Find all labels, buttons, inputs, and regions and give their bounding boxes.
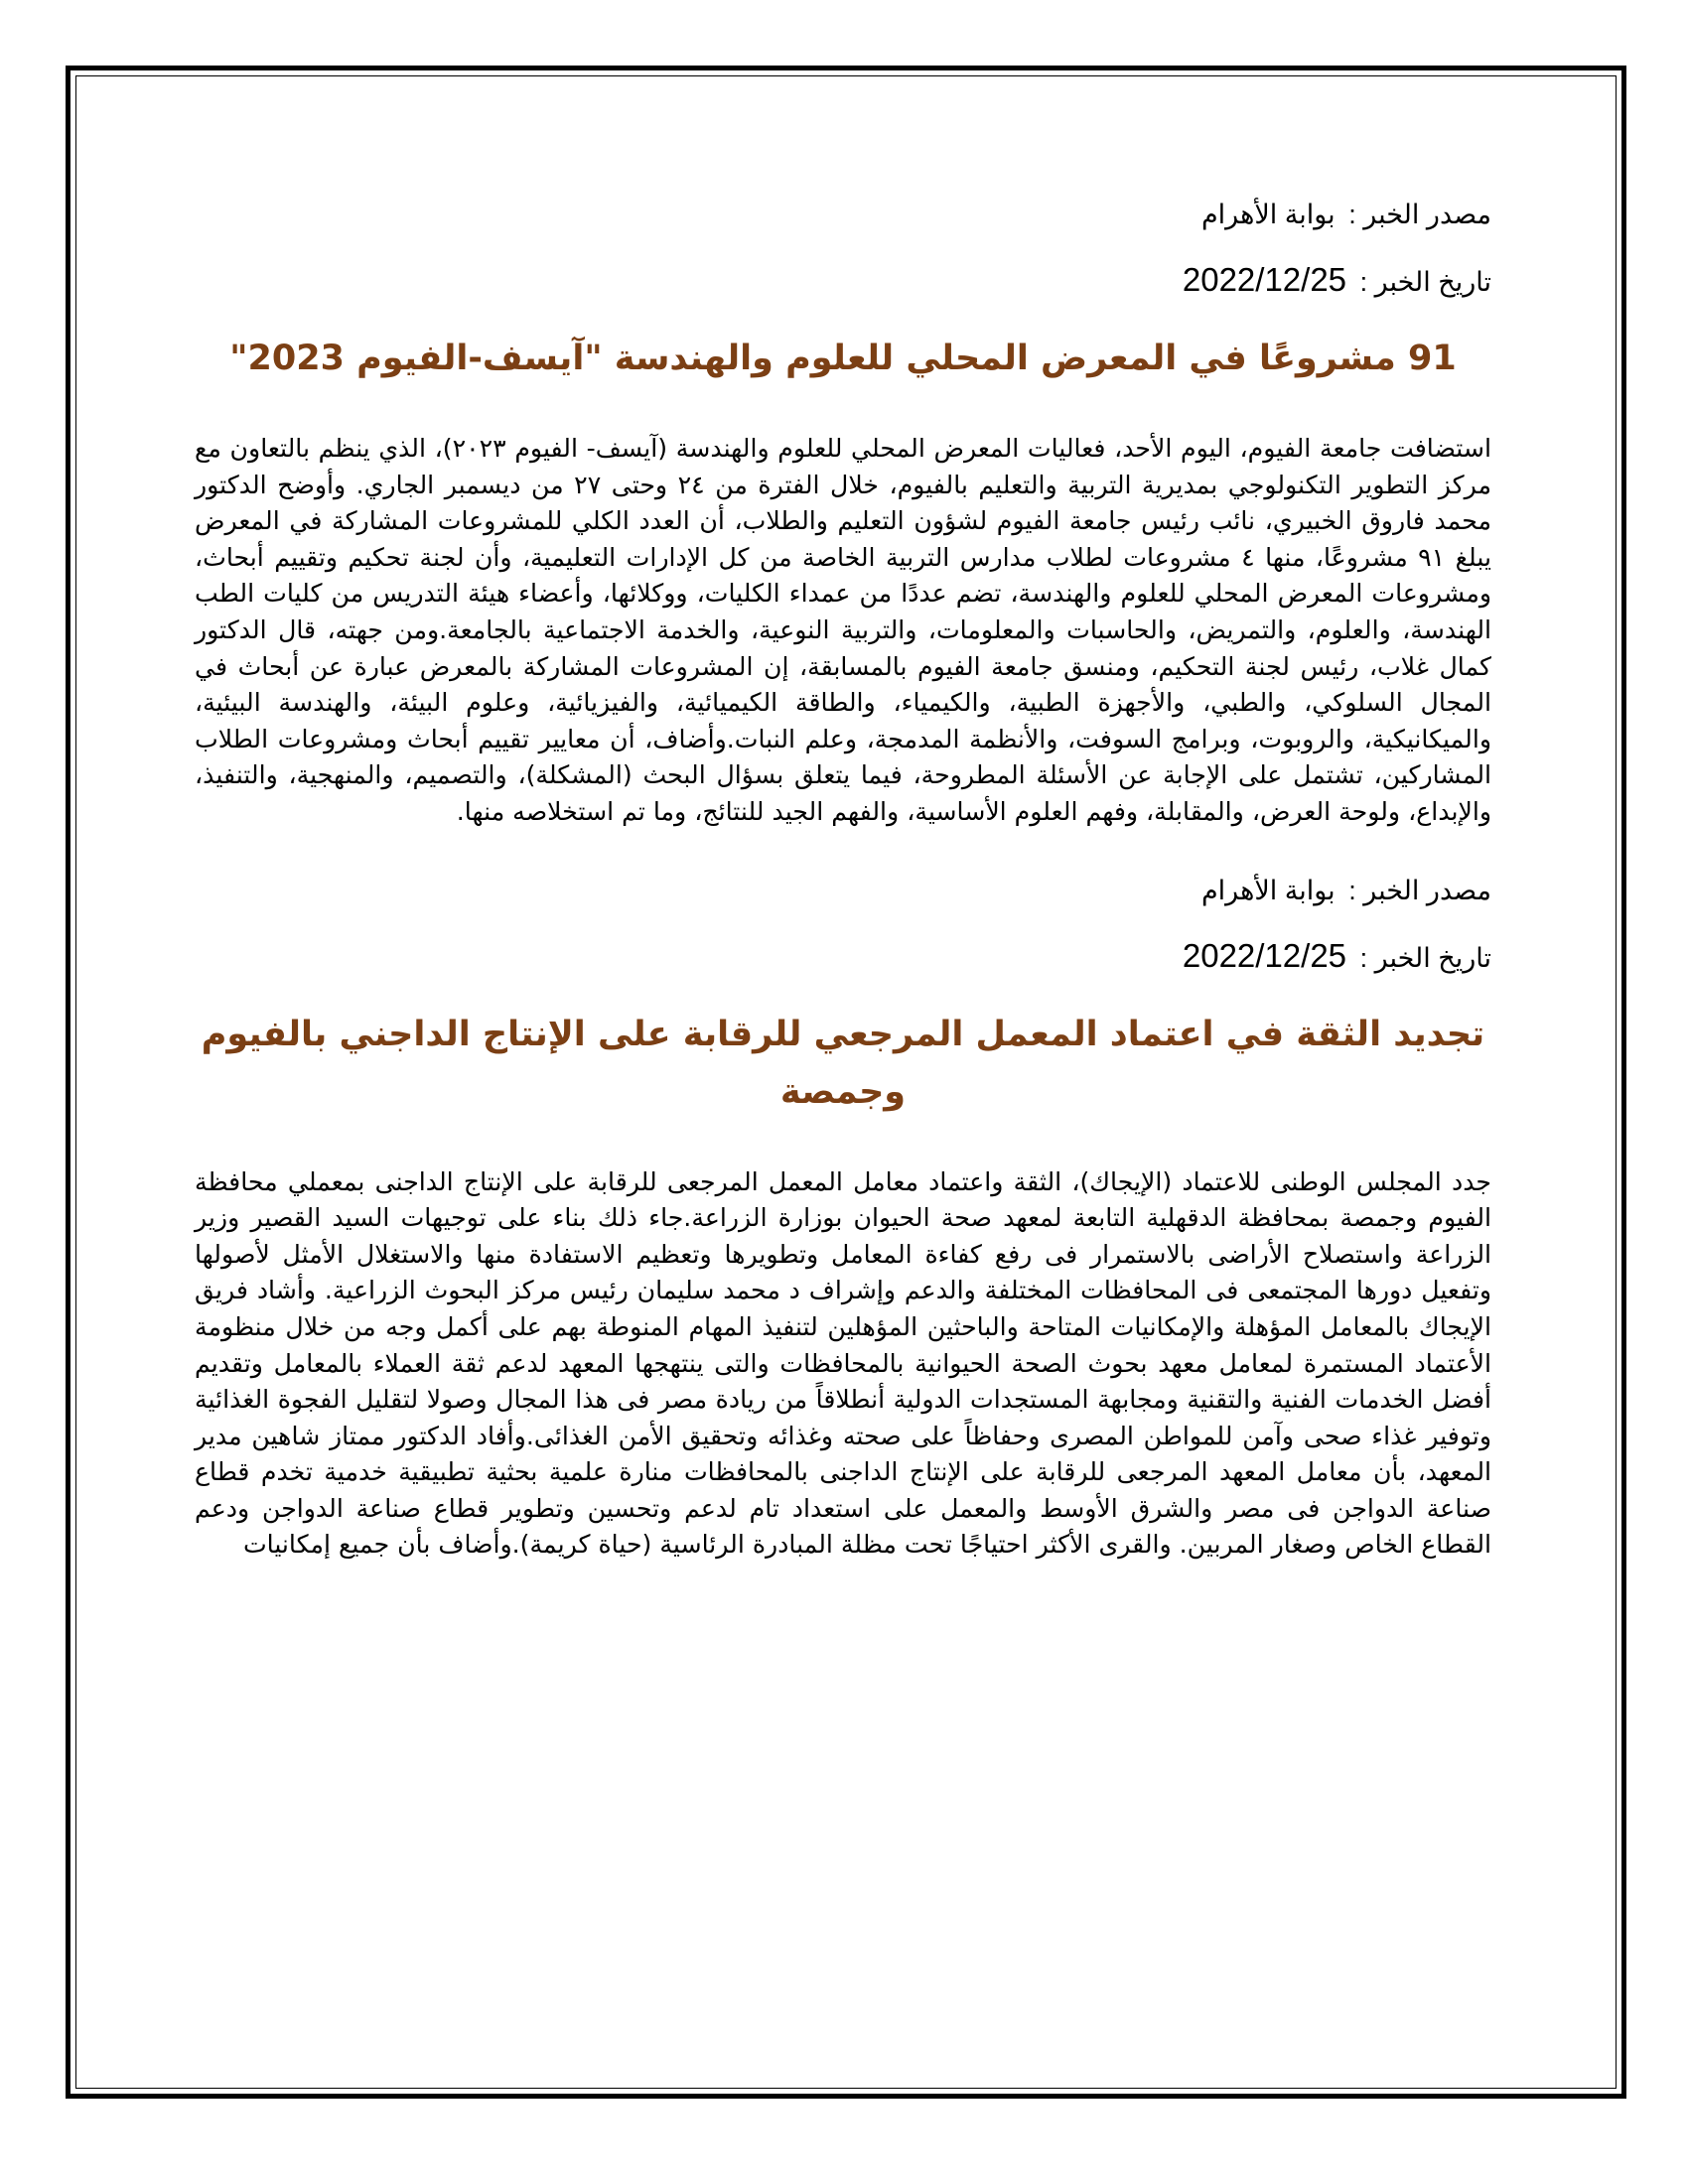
article-1-body: استضافت جامعة الفيوم، اليوم الأحد، فعاليات المعرض المحلي للعلوم والهندسة (آيسف- الفيوم ٢٠٢٣)، الذي ينظم بالتعاون مع مركز التطوير التكنولوجي بمديرية التربية والتعليم بالفيوم، خلال الفترة من ٢٤ وحتى ٢٧ من ديسمبر الجاري. وأوضح الدكتور محمد فاروق الخبيري، نائب رئيس جامعة الفيوم لشؤون التعليم والطلاب، أن العدد الكلي للمشروعات المشاركة في المعرض يبلغ ٩١ مشروعًا، منها ٤ مشروعات لطلاب مدارس التربية الخاصة من كل الإدارات التعليمية، وأن لجنة تحكيم وتقييم أبحاث، ومشروعات المعرض المحلي للعلوم والهندسة، تضم عددًا من عمداء الكليات، ووكلائها، وأعضاء هيئة التدريس من كليات الطب الهندسة، والعلوم، والتمريض، والحاسبات والمعلومات، والتربية النوعية، والخدمة الاجتماعية بالجامعة.ومن جهته، قال الدكتور كمال غلاب، رئيس لجنة التحكيم، ومنسق جامعة الفيوم بالمسابقة، إن المشروعات المشاركة بالمعرض عبارة عن أبحاث في المجال السلوكي، والطبي، والأجهزة الطبية، والكيمياء، والطاقة الكيميائية، والفيزيائية، وعلوم البيئة، والهندسة البيئية، والميكانيكية، والروبوت، وبرامج السوفت، والأنظمة المدمجة، وعلم النبات.وأضاف، أن معايير تقييم أبحاث ومشروعات الطلاب المشاركين، تشتمل على الإجابة عن الأسئلة المطروحة، فيما يتعلق بسؤال البحث (المشكلة)، والتصميم، والمنهجية، والتنفيذ، والإبداع، ولوحة العرض، والمقابلة، وفهم العلوم الأساسية، والفهم الجيد للنتائج، وما تم استخلاصه منها. — [195, 434, 1492, 826]
source-value: بوابة الأهرام — [1200, 875, 1336, 905]
document-content — [195, 197, 1491, 1605]
date-label: تاريخ الخبر : — [1359, 942, 1491, 973]
source-label: مصدر الخبر : — [1348, 875, 1491, 905]
article-2-title: تجديد الثقة في اعتماد المعمل المرجعي للرقابة على الإنتاج الداجني بالفيوم وجمصة — [201, 1014, 1485, 1112]
article-1-source — [195, 197, 1491, 232]
date-value: 2022/12/25 — [1182, 936, 1347, 974]
source-label: مصدر الخبر : — [1348, 200, 1491, 229]
article-2 — [195, 873, 1491, 1565]
source-value: بوابة الأهرام — [1200, 200, 1336, 229]
article-2-source — [195, 873, 1491, 908]
article-1-title: 91 مشروعًا في المعرض المحلي للعلوم والهندسة "آيسف-الفيوم 2023" — [229, 339, 1457, 378]
date-label: تاريخ الخبر : — [1359, 267, 1491, 297]
article-1 — [195, 197, 1491, 831]
date-value: 2022/12/25 — [1182, 261, 1347, 298]
article-1-date — [195, 262, 1491, 300]
article-2-date — [195, 938, 1491, 976]
article-2-body: جدد المجلس الوطنى للاعتماد (الإيجاك)، الثقة واعتماد معامل المعمل المرجعى للرقابة على الإنتاج الداجنى بمعملي محافظة الفيوم وجمصة بمحافظة الدقهلية التابعة لمعهد صحة الحيوان بوزارة الزراعة.جاء ذلك بناء على توجيهات السيد القصير وزير الزراعة واستصلاح الأراضى بالاستمرار فى رفع كفاءة المعامل وتطويرها وتعظيم الاستفادة منها والاستغلال الأمثل لأصولها وتفعيل دورها المجتمعى فى المحافظات المختلفة والدعم وإشراف د محمد سليمان رئيس مركز البحوث الزراعية. وأشاد فريق الإيجاك بالمعامل المؤهلة والإمكانيات المتاحة والباحثين المؤهلين لتنفيذ المهام المنوطة بهم على أكمل وجه من خلال منظومة الأعتماد المستمرة لمعامل معهد بحوث الصحة الحيوانية بالمحافظات والتى ينتهجها المعهد لدعم ثقة العملاء بالمعامل وتقديم أفضل الخدمات الفنية والتقنية ومجابهة المستجدات الدولية أنطلاقاً من ريادة مصر فى هذا المجال وصولا لتقليل الفجوة الغذائية وتوفير غذاء صحى وآمن للمواطن المصرى وحفاظاً على صحته وغذائه وتحقيق الأمن الغذائى.وأفاد الدكتور ممتاز شاهين مدير المعهد، بأن معامل المعهد المرجعى للرقابة على الإنتاج الداجنى بالمحافظات منارة علمية بحثية تطبيقية خدمية تخدم قطاع صناعة الدواجن فى مصر والشرق الأوسط والمعمل على استعداد تام لدعم وتحسين وتطوير قطاع صناعة الدواجن ودعم القطاع الخاص وصغار المربين. والقرى الأكثر احتياجًا تحت مظلة المبادرة الرئاسية (حياة كريمة).وأضاف بأن جميع إمكانيات — [195, 1166, 1491, 1560]
